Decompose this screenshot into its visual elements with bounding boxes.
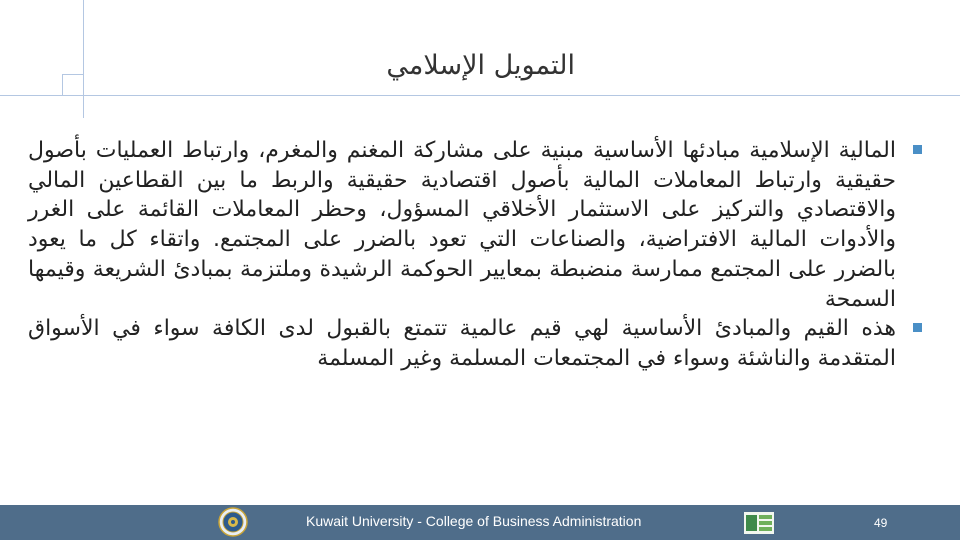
page-number: 49: [874, 516, 888, 530]
slide-content: [28, 136, 924, 374]
bullet-item: [28, 314, 924, 373]
decor-square: [62, 74, 84, 96]
decor-horizontal-line: [0, 95, 960, 96]
decor-vertical-line: [83, 0, 84, 118]
bullet-text: المالية الإسلامية مبادئها الأساسية مبنية على مشاركة المغنم والمغرم، وارتباط العمليات بأصول حقيقية وارتباط المعاملات المالية بأصول اقتصادية حقيقية والربط ما بين القطاعين المالي والاقتصادي والتركيز على الاستثمار الأخلاقي المسؤول، وحظر المعاملات القائمة على الغرر والأدوات المالية الافتراضية، والصناعات التي تعود بالضرر على المجتمع. واتقاء كل ما يعود بالضرر على المجتمع ممارسة منضبطة بمعايير الحوكمة الرشيدة وملتزمة بمبادئ الشريعة وقيمها السمحة: [28, 138, 896, 312]
bullet-square-icon: [913, 323, 922, 332]
bullet-text: هذه القيم والمبادئ الأساسية لهي قيم عالمية تتمتع بالقبول لدى الكافة سواء في الأسواق المتقدمة والناشئة وسواء في المجتمعات المسلمة وغير المسلمة: [28, 316, 896, 371]
bullet-square-icon: [913, 145, 922, 154]
slide-title: التمويل الإسلامي: [386, 50, 575, 81]
bullet-item: [28, 136, 924, 314]
university-seal-icon: [218, 507, 248, 537]
college-logo-icon: [744, 512, 774, 534]
footer-text: Kuwait University - College of Business Administration: [306, 513, 642, 529]
